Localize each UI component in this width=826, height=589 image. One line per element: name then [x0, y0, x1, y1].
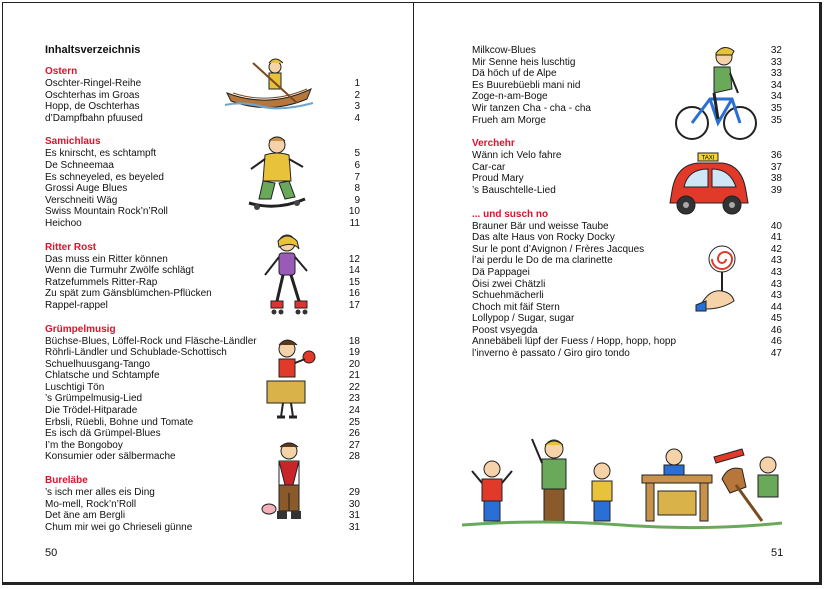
toc-entry-title: Luschtigi Tön [45, 381, 105, 393]
skateboard-kid-illustration [245, 133, 309, 215]
toc-entry-page: 43 [770, 255, 782, 267]
toc-entry[interactable] [45, 195, 360, 207]
toc-entry-title: Es schneyeled, es beyeled [45, 171, 164, 183]
toc-entry-title: Hopp, de Oschterhas [45, 101, 140, 113]
toc-entry-title: Dä höch uf de Alpe [472, 68, 557, 80]
toc-entry-title: ’s Bauschtelle-Lied [472, 184, 556, 196]
toc-entry-page: 22 [348, 381, 360, 393]
toc-entry-page: 45 [770, 313, 782, 325]
toc-entry-page: 46 [770, 324, 782, 336]
toc-entry-page: 23 [348, 393, 360, 405]
toc-entry-page: 19 [348, 347, 360, 359]
toc-entry-page: 8 [354, 183, 360, 195]
toc-entry-title: Poost vsyegda [472, 324, 538, 336]
toc-entry-page: 14 [348, 265, 360, 277]
toc-entry-page: 17 [348, 299, 360, 311]
page-title: Inhaltsverzeichnis [45, 44, 141, 56]
section-heading: Ostern [45, 66, 78, 77]
toc-entry-title: l’inverno è passato / Giro giro tondo [472, 348, 630, 360]
toc-entry[interactable] [45, 183, 360, 195]
toc-entry-page: 24 [348, 405, 360, 417]
toc-entry-page: 1 [354, 78, 360, 89]
toc-entry-page: 16 [348, 288, 360, 300]
toc-entry-page: 31 [348, 510, 360, 522]
toc-entry-title: Erbsli, Rüebli, Bohne und Tomate [45, 416, 194, 428]
toc-entry-page: 35 [770, 114, 782, 126]
toc-entry[interactable] [45, 113, 360, 125]
toc-entry-page: 30 [348, 498, 360, 510]
toc-entry-page: 26 [348, 428, 360, 440]
toc-entry-page: 46 [770, 336, 782, 348]
toc-entry-page: 38 [770, 173, 782, 185]
toc-entry-title: Röhrli-Ländler und Schublade-Schottisch [45, 347, 227, 359]
toc-entry-title: l’ai perdu le Do de ma clarinette [472, 255, 613, 267]
toc-entry-page: 3 [354, 101, 360, 113]
toc-entry-page: 40 [770, 220, 782, 232]
toc-entry-page: 2 [354, 89, 360, 101]
toc-entry-title: Zoge-n-am-Boge [472, 91, 548, 103]
toc-entry-page: 15 [348, 276, 360, 288]
toc-entry-page: 41 [770, 232, 782, 244]
section-heading: Samichlaus [45, 136, 101, 148]
toc-entry-title: Oschterhas im Groas [45, 89, 140, 101]
toc-entry-title: Schuehmächerli [472, 290, 544, 302]
toc-entry[interactable] [472, 348, 782, 360]
toc-entry-title: Oschter-Ringel-Reihe [45, 78, 142, 89]
section-heading: Verchehr [472, 138, 515, 150]
toc-entry-title: Büchse-Blues, Löffel-Rock und Fläsche-Ländler [45, 335, 257, 347]
lollipop-illustration [692, 243, 752, 313]
toc-entry-page: 44 [770, 301, 782, 313]
toc-entry[interactable] [45, 206, 360, 218]
farmer-illustration [261, 439, 317, 527]
section-heading: Ritter Rost [45, 241, 97, 253]
toc-entry-title: Grossi Auge Blues [45, 183, 128, 195]
toc-entry-title: Dä Pappagei [472, 266, 530, 278]
toc-entry[interactable] [472, 313, 782, 325]
toc-entry-title: Det äne am Bergli [45, 510, 126, 522]
toc-entry-title: Mo-mell, Rock’n’Roll [45, 498, 137, 510]
toc-entry-page: 35 [770, 102, 782, 114]
toc-entry-page: 42 [770, 243, 782, 255]
toc-entry-title: Chum mir wei go Chrieseli günne [45, 521, 193, 533]
toc-entry-title: Ratzefummels Ritter-Rap [45, 276, 158, 288]
toc-entry-title: Annebäbeli lüpf der Fuess / Hopp, hopp, hopp [472, 336, 677, 348]
toc-entry-page: 11 [349, 217, 360, 229]
toc-entry-page: 43 [770, 290, 782, 302]
toc-entry-page: 6 [354, 159, 360, 171]
toc-entry-title: Heichoo [45, 217, 82, 229]
kids-group-illustration [462, 435, 782, 535]
toc-entry-page: 5 [354, 148, 360, 160]
toc-entry-page: 43 [770, 266, 782, 278]
toc-entry-page: 10 [348, 206, 360, 218]
toc-entry-title: Die Trödel-Hitparade [45, 405, 138, 417]
toc-entry-title: Brauner Bär und weisse Taube [472, 220, 609, 232]
toc-entry-title: Wir tanzen Cha - cha - cha [472, 102, 591, 114]
toc-entry-title: De Schneemaa [45, 159, 114, 171]
toc-entry-page: 47 [770, 348, 782, 360]
toc-entry-title: d’Dampfbahn pfuused [45, 112, 143, 124]
toc-entry-title: Es Buurebüebli mani nid [472, 79, 581, 91]
toc-entry-title: Milkcow-Blues [472, 45, 536, 56]
toc-entry-title: Frueh am Morge [472, 114, 546, 126]
toc-entry-title: Zu spät zum Gänsblümchen-Pflücken [45, 288, 212, 300]
toc-entry-page: 9 [354, 194, 360, 206]
toc-entry-title: Proud Mary [472, 173, 524, 185]
toc-entry-page: 31 [348, 521, 360, 533]
toc-entry-page: 18 [348, 335, 360, 347]
right-page [413, 2, 822, 585]
toc-entry-title: ’s isch mer alles eis Ding [45, 487, 155, 499]
toc-entry-title: ’s Grümpelmusig-Lied [45, 393, 143, 405]
toc-entry-page: 36 [770, 150, 782, 162]
toc-entry-page: 7 [354, 171, 360, 183]
toc-entry-page: 28 [348, 451, 360, 463]
toc-entry-title: Verschneiti Wäg [45, 194, 118, 206]
toc-entry[interactable] [45, 172, 360, 184]
taxi-illustration [664, 151, 752, 221]
toc-entry[interactable] [472, 221, 782, 233]
toc-entry-page: 39 [770, 184, 782, 196]
section-heading: Grümpelmusig [45, 323, 116, 335]
toc-entry-page: 37 [770, 161, 782, 173]
toc-entry[interactable] [45, 218, 360, 230]
toc-entry[interactable] [45, 160, 360, 172]
toc-entry-page: 25 [348, 416, 360, 428]
toc-entry-title: I’m the Bongoboy [45, 439, 123, 451]
toc-entry-page: 34 [770, 91, 782, 103]
toc-entry-page: 4 [354, 112, 360, 124]
left-page [2, 2, 413, 585]
toc-entry[interactable] [472, 336, 782, 348]
toc-entry[interactable] [45, 148, 360, 160]
toc-entry-title: Mir Senne heis luschtig [472, 56, 576, 68]
canoe-illustration [223, 53, 315, 113]
toc-entry-page: 43 [770, 278, 782, 290]
toc-entry-title: Chlatsche und Schtampfe [45, 370, 160, 382]
toc-entry-title: Es knirscht, es schtampft [45, 148, 157, 160]
toc-entry-page: 21 [348, 370, 360, 382]
toc-entry-page: 33 [770, 68, 782, 80]
toc-entry-title: Schuelhuusgang-Tango [45, 358, 151, 370]
page-number-right: 51 [771, 547, 784, 559]
toc-entry-title: Konsumier oder sälbermache [45, 451, 176, 463]
toc-entry-page: 34 [770, 79, 782, 91]
toc-entry-title: Das muss ein Ritter können [45, 253, 168, 265]
toc-entry-page: 32 [770, 45, 782, 56]
taxi-sign-text: TAXI [701, 155, 715, 162]
toc-entry-title: Swiss Mountain Rock’n’Roll [45, 206, 168, 218]
page-number-left: 50 [45, 547, 58, 559]
toc-entry-title: Wänn ich Velo fahre [472, 150, 562, 162]
toc-entry-title: Sur le pont d’Avignon / Frères Jacques [472, 243, 645, 255]
section-heading: ... und susch no [472, 208, 549, 220]
rollerblade-girl-illustration [261, 231, 313, 319]
toc-entry-title: Choch mit fäif Stern [472, 301, 560, 313]
toc-entry-page: 20 [348, 358, 360, 370]
toc-entry-title: Wenn die Turmuhr Zwölfe schlägt [45, 265, 194, 277]
toc-entry-page: 29 [348, 487, 360, 499]
cyclist-illustration [674, 43, 758, 143]
toc-entry-page: 33 [770, 56, 782, 68]
section-heading: Bureläbe [45, 475, 88, 487]
toc-entry[interactable] [472, 232, 782, 244]
toc-entry-title: Rappel-rappel [45, 299, 108, 311]
toc-entry-title: Das alte Haus von Rocky Docky [472, 232, 615, 244]
toc-entry-page: 12 [348, 253, 360, 265]
toc-entry-title: Es isch dä Grümpel-Blues [45, 428, 161, 440]
toc-entry-title: Lollypop / Sugar, sugar [472, 313, 575, 325]
toc-entry-title: Öisi zwei Chätzli [472, 278, 546, 290]
toc-section [45, 136, 360, 229]
kid-with-ball-illustration [259, 335, 323, 421]
toc-entry-page: 27 [348, 439, 360, 451]
toc-entry-title: Car-car [472, 161, 506, 173]
toc-entry[interactable] [472, 325, 782, 337]
